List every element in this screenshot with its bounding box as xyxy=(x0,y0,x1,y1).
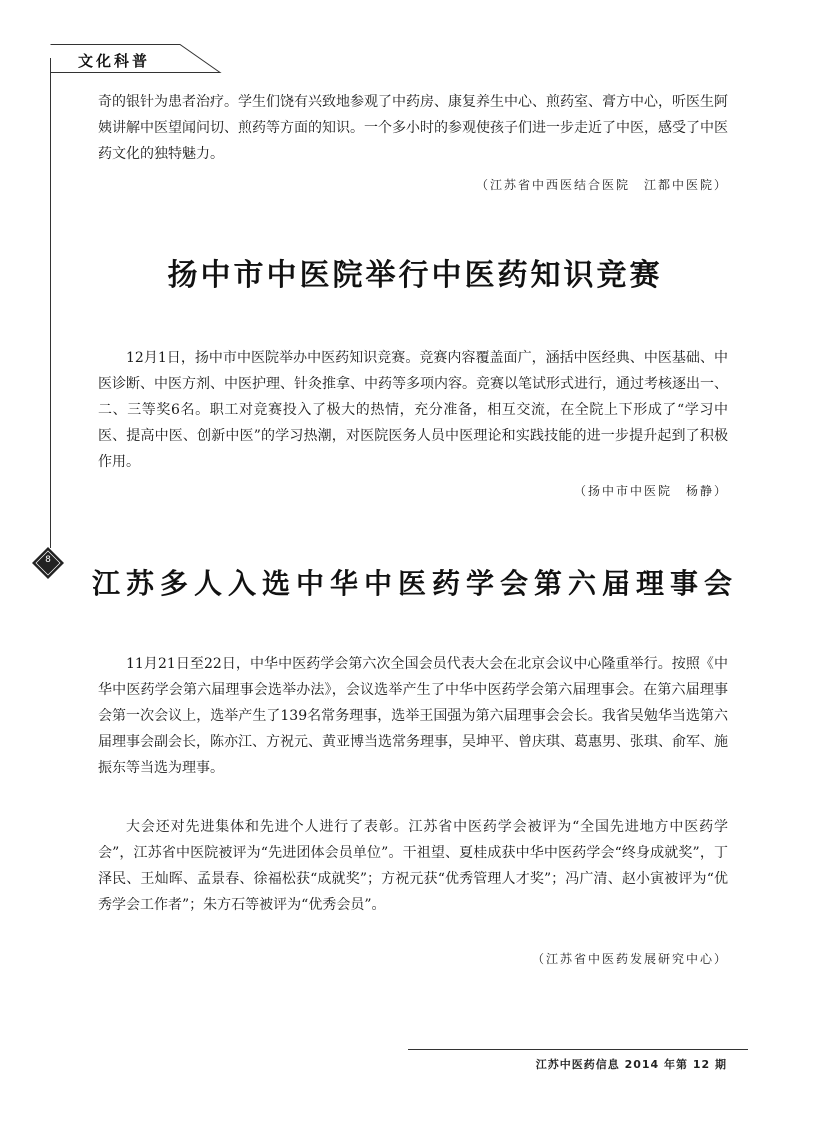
section-label: 文化科普 xyxy=(78,52,151,70)
article1-paragraph: 12月1日，扬中市中医院举办中医药知识竞赛。竞赛内容覆盖面广，涵括中医经典、中医基础、中医诊断、中医方剂、中医护理、针灸推拿、中药等多项内容。竞赛以笔试形式进行，通过考核逐出一、二、三等奖6名。职工对竞赛投入了极大的热情，充分准备，相互交流，在全院上下形成了“学习中医、提高中医、创新中医”的学习热潮，对医院医务人员中医理论和实践技能的进一步提升起到了积极作用。 xyxy=(98,350,728,470)
page-number: 8 xyxy=(45,555,51,565)
article2-paragraph-2: 大会还对先进集体和先进个人进行了表彰。江苏省中医药学会被评为“全国先进地方中医药学会”，江苏省中医院被评为“先进团体会员单位”。干祖望、夏桂成获中华中医药学会“终身成就奖”，丁泽民、王灿晖、孟景春、徐福松获“成就奖”；方祝元获“优秀管理人才奖”；冯广清、赵小寅被评为“优秀学会工作者”；朱方石等被评为“优秀会员”。 xyxy=(98,819,728,913)
article0-source: （江苏省中西医结合医院 江都中医院） xyxy=(475,178,728,192)
journal-footer: 江苏中医药信息 2014 年第 12 期 xyxy=(535,1058,727,1071)
margin-rule xyxy=(50,58,51,548)
article1-source: （扬中市中医院 杨静） xyxy=(573,484,728,498)
footer-rule xyxy=(408,1049,748,1050)
article1-title: 扬中市中医院举行中医药知识竞赛 xyxy=(167,258,663,293)
article2-source: （江苏省中医药发展研究中心） xyxy=(531,952,728,966)
article2-title: 江苏多人入选中华中医药学会第六届理事会 xyxy=(91,567,738,600)
article0-paragraph: 奇的银针为患者治疗。学生们饶有兴致地参观了中药房、康复养生中心、煎药室、膏方中心，听医生阿姨讲解中医望闻问切、煎药等方面的知识。一个多小时的参观使孩子们进一步走近了中医，感受了中医药文化的独特魅力。 xyxy=(98,94,728,162)
article2-paragraph-1: 11月21日至22日，中华中医药学会第六次全国会员代表大会在北京会议中心隆重举行。按照《中华中医药学会第六届理事会选举办法》，会议选举产生了中华中医药学会第六届理事会。在第六届理事会第一次会议上，选举产生了139名常务理事，选举王国强为第六届理事会会长。我省吴勉华当选第六届理事会副会长，陈亦江、方祝元、黄亚博当选常务理事，吴坤平、曾庆琪、葛惠男、张琪、俞军、施振东等当选为理事。 xyxy=(98,656,728,776)
section-header-tab xyxy=(50,44,220,74)
